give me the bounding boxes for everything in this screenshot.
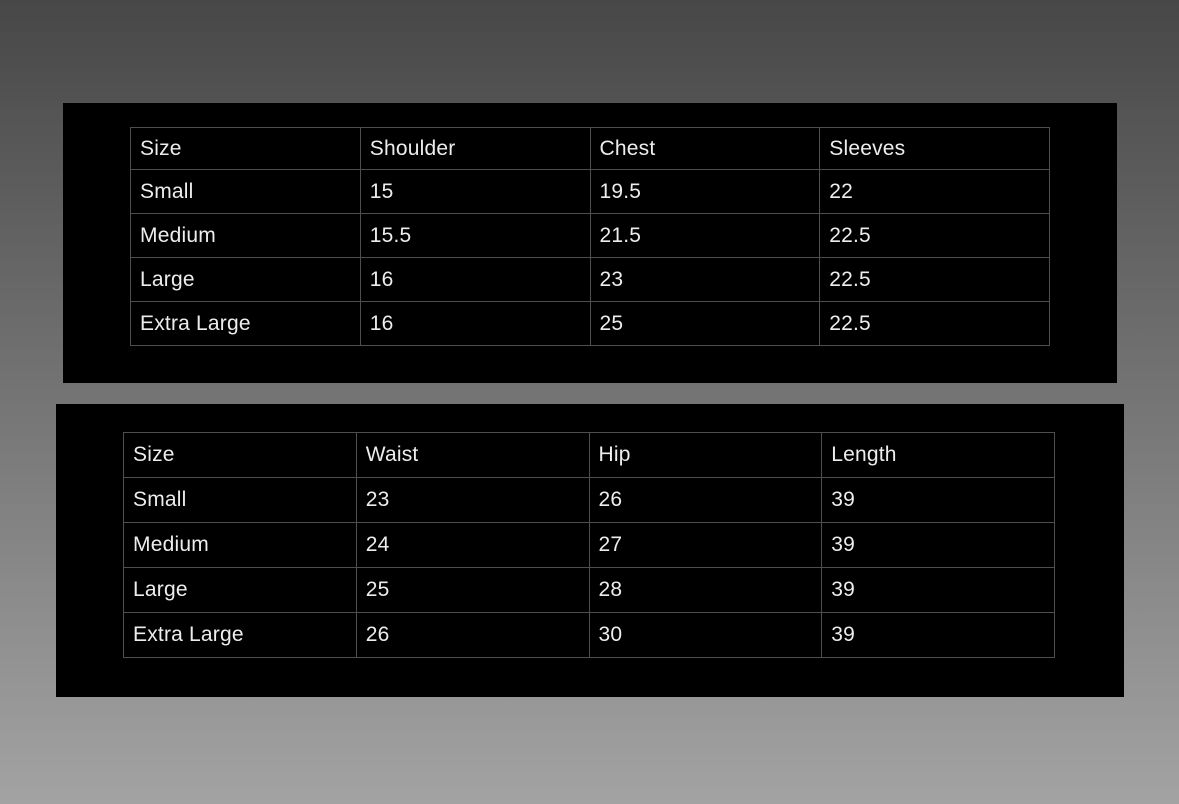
- table-cell: 22.5: [820, 302, 1050, 346]
- column-header: Size: [124, 433, 357, 478]
- table-cell: 39: [822, 613, 1055, 658]
- table-cell: 25: [590, 302, 820, 346]
- table-row: [124, 523, 1055, 568]
- header-row: [131, 128, 1050, 170]
- table-cell: Medium: [131, 214, 361, 258]
- column-header: Length: [822, 433, 1055, 478]
- column-header: Shoulder: [360, 128, 590, 170]
- table-cell: 39: [822, 478, 1055, 523]
- table-row: [131, 258, 1050, 302]
- table-cell: 22.5: [820, 258, 1050, 302]
- header-row: [124, 433, 1055, 478]
- table-row: [124, 613, 1055, 658]
- table-cell: 16: [360, 302, 590, 346]
- table-cell: 23: [356, 478, 589, 523]
- column-header: Sleeves: [820, 128, 1050, 170]
- table-cell: 23: [590, 258, 820, 302]
- table-cell: 16: [360, 258, 590, 302]
- table-cell: 19.5: [590, 170, 820, 214]
- table-cell: 39: [822, 523, 1055, 568]
- column-header: Hip: [589, 433, 822, 478]
- table-cell: 15.5: [360, 214, 590, 258]
- table-row: [131, 302, 1050, 346]
- table-cell: 27: [589, 523, 822, 568]
- lower-size-chart-panel: [56, 404, 1124, 697]
- table-cell: Large: [131, 258, 361, 302]
- table-cell: 26: [356, 613, 589, 658]
- table-cell: Medium: [124, 523, 357, 568]
- table-cell: Small: [124, 478, 357, 523]
- upper-size-chart-panel: [63, 103, 1117, 383]
- table-cell: 22.5: [820, 214, 1050, 258]
- table-cell: 39: [822, 568, 1055, 613]
- table-cell: 21.5: [590, 214, 820, 258]
- lower-size-chart-table: [123, 432, 1055, 658]
- table-cell: 15: [360, 170, 590, 214]
- table-cell: Small: [131, 170, 361, 214]
- column-header: Chest: [590, 128, 820, 170]
- upper-size-chart-table: [130, 127, 1050, 346]
- column-header: Waist: [356, 433, 589, 478]
- table-cell: 25: [356, 568, 589, 613]
- table-cell: 28: [589, 568, 822, 613]
- table-cell: Large: [124, 568, 357, 613]
- table-cell: 26: [589, 478, 822, 523]
- table-cell: Extra Large: [124, 613, 357, 658]
- table-row: [131, 170, 1050, 214]
- column-header: Size: [131, 128, 361, 170]
- table-row: [131, 214, 1050, 258]
- table-cell: Extra Large: [131, 302, 361, 346]
- table-cell: 24: [356, 523, 589, 568]
- table-cell: 30: [589, 613, 822, 658]
- table-row: [124, 478, 1055, 523]
- table-cell: 22: [820, 170, 1050, 214]
- table-row: [124, 568, 1055, 613]
